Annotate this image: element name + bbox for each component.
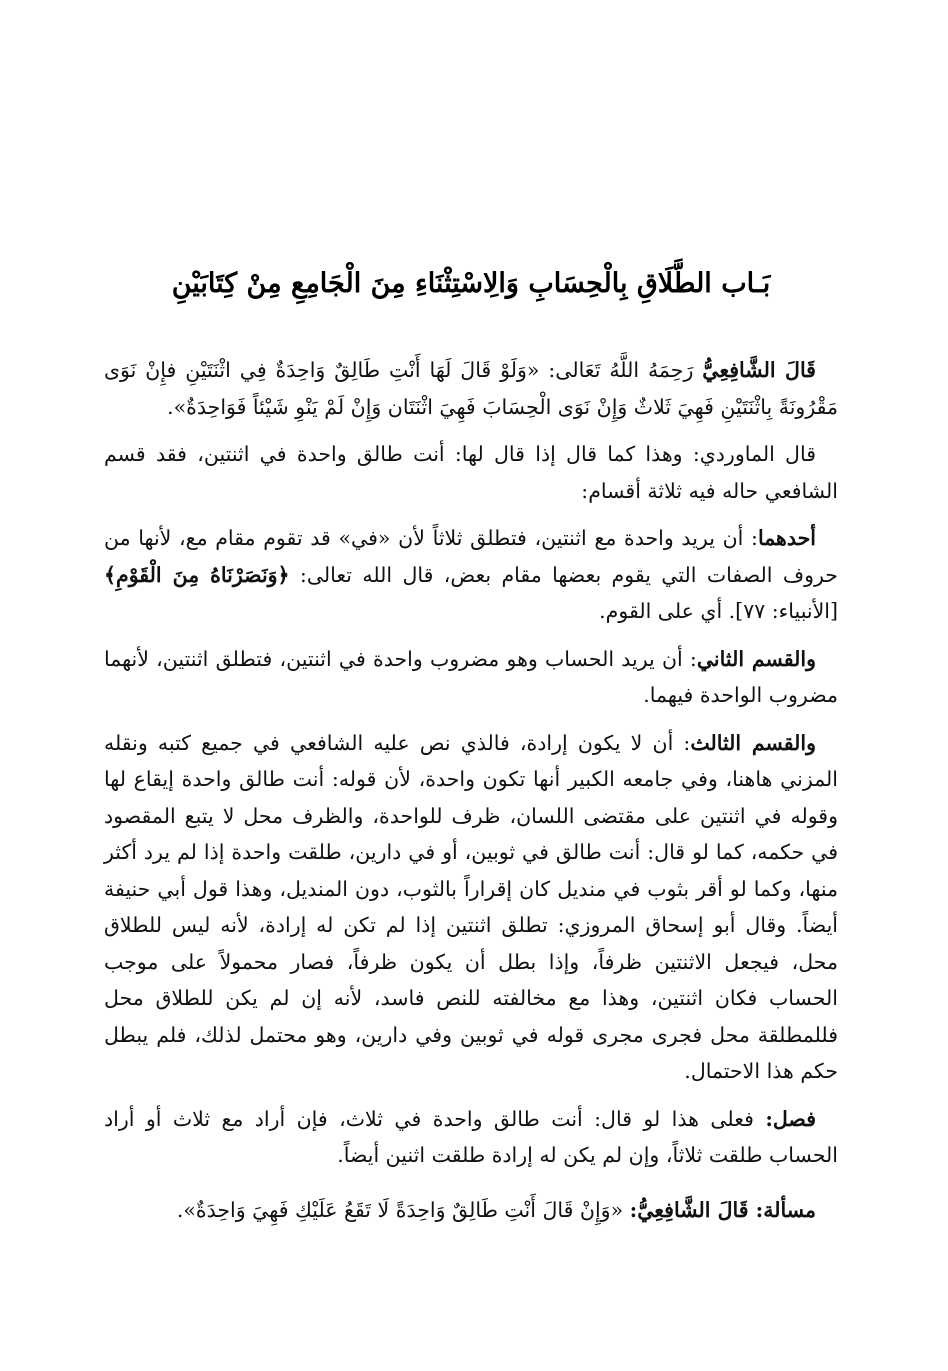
paragraph-lead: قَالَ الشَّافِعِيُّ	[702, 358, 816, 382]
document-page	[104, 250, 838, 1239]
paragraph-masala	[104, 1192, 838, 1229]
paragraph-text-after: [الأنبياء: ٧٧]. أي على القوم.	[599, 599, 838, 623]
paragraph-second-section	[104, 641, 838, 714]
paragraph-lead: والقسم الثالث	[690, 730, 816, 755]
paragraph-text: : أن يريد الحساب وهو مضروب واحدة في اثنتين، فتطلق اثنتين، لأنهما مضروب الواحدة فيهما.	[104, 646, 838, 707]
paragraph-third-section	[104, 725, 838, 1090]
paragraph-lead: مسألة: قَالَ الشَّافِعِيُّ:	[629, 1197, 816, 1222]
quran-verse: ﴿وَنَصَرْنَاهُ مِنَ الْقَوْمِ﴾	[104, 562, 290, 587]
paragraph-text: رَحِمَهُ اللَّهُ تَعَالى: «وَلَوْ قَالَ لَهَا أَنْتِ طَالِقٌ وَاحِدَةٌ فِي اثْنَتَيْنِ فإِنْ نَوَى مَقْرُونَةً بِاثْنَتَيْنِ فَهِيَ ثَلاثٌ وَإِنْ نَوَى الْحِسَابَ فَهِيَ اثْنَتَان وَإِنْ لَمْ يَنْوِ شَيْئاً فَوَاحِدَةٌ».	[104, 358, 838, 419]
chapter-title: بَـاب الطَّلَاقِ بِالْحِسَابِ وَالِاسْتِثْنَاءِ مِنَ الْجَامِعِ مِنْ كِتَابَيْنِ	[171, 268, 771, 299]
paragraph-text: : أن لا يكون إرادة، فالذي نص عليه الشافعي في جميع كتبه ونقله المزني هاهنا، وفي جامعه الكبير أنها تكون واحدة، لأن قوله: أنت طالق واحدة إيقاع لها وقوله في اثنتين على مقتضى اللسان، ظرف للواحدة، والظرف محل لا يتبع المقصود في حكمه، كما لو قال: أنت طالق في ثوبين، أو في دارين، طلقت واحدة إذا لم يرد أكثر منها، وكما لو أقر بثوب في منديل كان إقراراً بالثوب، دون المنديل، وهذا قول أبي حنيفة أيضاً. وقال أبو إسحاق المروزي: تطلق اثنتين إذا لم تكن له إرادة، لأنه ليس للطلاق محل، فيجعل الاثنتين ظرفاً، وإذا بطل أن يكون ظرفاً، فصار محمولاً على موجب الحساب فكان اثنتين، وهذا مع مخالفته للنص فاسد، لأنه إن لم يكن للطلاق محل فللمطلقة محل فجرى مجرى قوله في ثوبين وفي دارين، وهو محتمل لذلك، فلم يبطل حكم هذا الاحتمال.	[104, 730, 838, 1083]
paragraph-lead: والقسم الثاني	[696, 646, 816, 671]
paragraph-text: فعلى هذا لو قال: أنت طالق واحدة في ثلاث، فإن أراد مع ثلاث أو أراد الحساب طلقت ثلاثاً، وإن لم يكن له إرادة طلقت اثنين أيضاً.	[104, 1106, 838, 1167]
paragraph-lead: أحدهما	[757, 526, 816, 550]
paragraph-text: قال الماوردي: وهذا كما قال إذا قال لها: أنت طالق واحدة في اثنتين، فقد قسم الشافعي حاله فيه ثلاثة أقسام:	[104, 442, 838, 503]
paragraph-lead: فصل:	[765, 1106, 816, 1131]
paragraph-text: : أن يريد واحدة مع اثنتين، فتطلق ثلاثاً لأن «في» قد تقوم مقام مع، لأنها من حروف الصفات التي يقوم بعضها مقام بعض، قال الله تعالى:	[104, 526, 838, 587]
paragraph-text: «وَإِنْ قَالَ أَنْتِ طَالِقٌ وَاحِدَةً لَا تَقَعُ عَلَيْكِ فَهِيَ وَاحِدَةٌ».	[176, 1197, 630, 1222]
paragraph-shafii-quote	[104, 352, 838, 425]
paragraph-fasl	[104, 1101, 838, 1174]
paragraph-first-section	[104, 520, 838, 630]
paragraph-mawardi	[104, 436, 838, 509]
